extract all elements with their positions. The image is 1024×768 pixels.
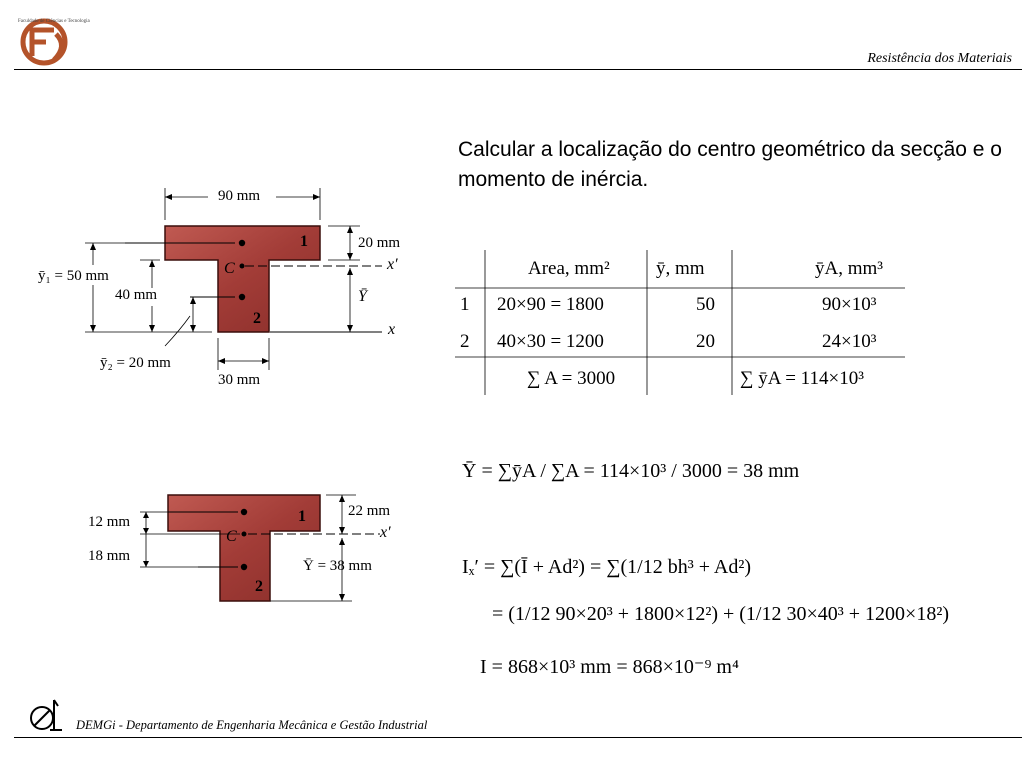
fig2-Y-label: Ȳ = 38 mm <box>303 558 372 574</box>
fig2-part-1: 1 <box>298 508 306 525</box>
equation-Ix-line1: Iₓ′ = ∑(Ī + Ad²) = ∑(1/12 bh³ + Ad²) <box>462 556 751 578</box>
equation-Ix-line2: = (1/12 90×20³ + 1800×12²) + (1/12 30×40³ + 1200×18²) <box>492 603 949 625</box>
equation-Ix-line3: I = 868×10³ mm = 868×10⁻⁹ m⁴ <box>480 656 739 678</box>
table-cell-1-3: 90×10³ <box>822 294 877 315</box>
table-cell-2-3: 24×10³ <box>822 331 877 352</box>
fig2-d1-label: 12 mm <box>88 514 131 530</box>
fig1-part-1: 1 <box>300 233 308 250</box>
fig2-part-2: 2 <box>255 578 263 595</box>
table-cell-1-1: 20×90 = 1800 <box>497 294 604 315</box>
fctuc-logo <box>10 10 90 68</box>
table-cell-1-0: 1 <box>460 294 470 315</box>
fig1-y2-label: ȳ₂ = 20 mm <box>100 355 171 371</box>
table-cell-2-1: 40×30 = 1200 <box>497 331 604 352</box>
fig2-d2-label: 18 mm <box>88 548 131 564</box>
table-header-yA: ȳA, mm³ <box>815 258 883 279</box>
table-header-area: Area, mm² <box>528 258 610 279</box>
problem-statement: Calcular a localização do centro geométrico da secção e o momento de inércia. <box>458 138 1002 191</box>
table-header-y: ȳ, mm <box>656 258 705 279</box>
fig1-x-prime-label: x′ <box>387 256 398 273</box>
fig1-flange-label: 20 mm <box>358 235 401 251</box>
table-cell-2-2: 20 <box>696 331 715 352</box>
table-cell-1-2: 50 <box>696 294 715 315</box>
fig1-C-label: C <box>224 260 235 277</box>
table-sum-yA: ∑ ȳA = 114×10³ <box>740 368 864 389</box>
table-cell-2-0: 2 <box>460 331 470 352</box>
fig1-web-label: 40 mm <box>115 287 158 303</box>
fig1-part-2: 2 <box>253 310 261 327</box>
fig2-x-prime-label: x′ <box>380 524 391 541</box>
fig1-y1-label: ȳ₁ = 50 mm <box>38 268 109 284</box>
header-title: Resistência dos Materiais <box>867 51 1012 66</box>
footer-divider <box>14 737 1022 738</box>
fig2-top-label: 22 mm <box>348 503 391 519</box>
table-sum-area: ∑ A = 3000 <box>527 368 616 389</box>
fig2-C-label: C <box>226 528 237 545</box>
header-divider <box>14 69 1022 70</box>
footer-text: DEMGi - Departamento de Engenharia Mecânica e Gestão Industrial <box>76 718 428 732</box>
fig1-web-width-label: 30 mm <box>218 372 261 388</box>
demgi-logo <box>28 696 68 734</box>
equation-Y: Ȳ = ∑ȳA / ∑A = 114×10³ / 3000 = 38 mm <box>462 460 800 482</box>
svg-text:Faculdade de Ciências e Tecnol: Faculdade de Ciências e Tecnologia <box>18 19 90 24</box>
fig1-x-label: x <box>388 321 396 338</box>
figure-1-t-section <box>30 180 430 395</box>
fig1-width-label: 90 mm <box>218 188 261 204</box>
fig1-Y-label: Ȳ <box>358 288 367 305</box>
